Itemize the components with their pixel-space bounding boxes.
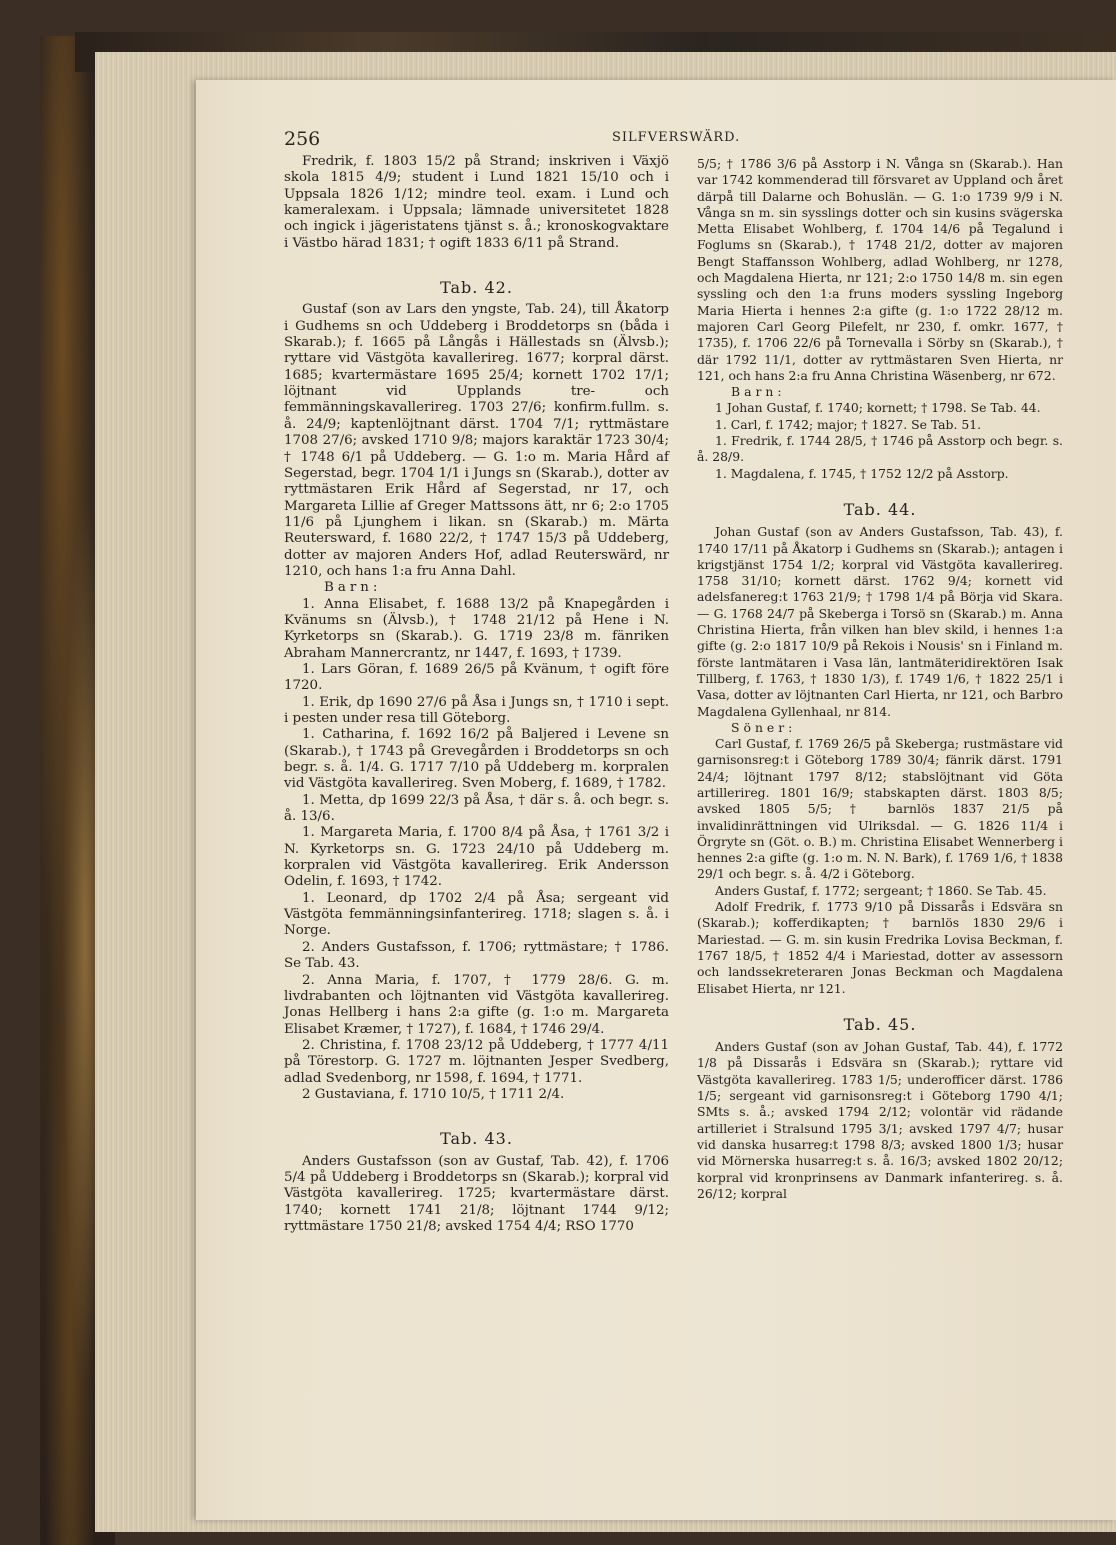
- son-entry: Anders Gustaf, f. 1772; sergeant; † 1860. Se Tab. 45.: [715, 882, 1047, 898]
- child-entry: 1 Johan Gustaf, f. 1740; kornett; † 1798. Se Tab. 44.: [715, 400, 1041, 416]
- running-title: SILFVERSWÄRD.: [612, 130, 741, 145]
- child-entry: 2 Gustaviana, f. 1710 10/5, † 1711 2/4.: [302, 1086, 565, 1102]
- entry-paragraph: 5/5; † 1786 3/6 på Asstorp i N. Vånga sn (Skarab.). Han var 1742 kommenderad till försvaret av Uppland och året därpå till Dalarne och Bohuslän. — G. 1:o 1739 9/9 i N. Vånga sn m. sin sysslings dotter och sin kusins svägerska Metta Elisabet Wohlberg, f. 1704 14/6 på Tegalund i Foglums sn (Skarab.), † 1748 21/2, dotter av majoren Bengt Staffansson Wohlberg, adlad Wohlberg, nr 1278, och Magdalena Hierta, nr 121; 2:o 1750 14/8 m. sin egen syssling och den 1:a fruns moders syssling Ingeborg Maria Hierta i hennes 2:a gifte (g. 1:o 1722 28/12 m. majoren Carl Georg Pilefelt, nr 230, f. omkr. 1677, † 1735), f. 1706 22/6 på Tornevalla i Sörby sn (Skarab.), † där 1792 11/1, dotter av ryttmästaren Sven Hierta, nr 121, och hans 2:a fru Anna Christina Wäsenberg, nr 672.: [697, 156, 1063, 383]
- section-heading: Tab. 45.: [843, 1014, 917, 1034]
- child-entry: 1. Carl, f. 1742; major; † 1827. Se Tab. 51.: [715, 416, 982, 432]
- child-entry: 1. Anna Elisabet, f. 1688 13/2 på Knapegården i Kvänums sn (Älvsb.), † 1748 21/12 på Hene i N. Kyrketorps sn (Skarab.). G. 1719 23/8 m. fänriken Abraham Mannercrantz, nr 1447, f. 1693, † 1739.: [284, 596, 669, 661]
- children-heading: Barn:: [731, 384, 786, 400]
- entry-paragraph: Anders Gustaf (son av Johan Gustaf, Tab. 44), f. 1772 1/8 på Dissarås i Edsvära sn (Skarab.); ryttare vid Västgöta kavallerireg. 1783 1/5; underofficer därst. 1786 1/5; sergeant vid garnisonsreg:t i Göteborg 1790 4/1; SMts s. å.; avsked 1794 2/12; volontär vid rädande artilleriet i Stralsund 1795 3/1; avsked 1797 4/7; husar vid danska husarreg:t 1798 8/3; avsked 1800 1/3; husar vid Mörnerska husarreg:t s. å. 16/3; avsked 1802 20/12; korpral vid kronprinsens av Danmark infanterireg. s. å. 26/12; korpral: [697, 1039, 1063, 1201]
- child-entry: 1. Metta, dp 1699 22/3 på Åsa, † där s. å. och begr. s. å. 13/6.: [284, 792, 669, 825]
- child-entry: 2. Anders Gustafsson, f. 1706; ryttmästare; † 1786. Se Tab. 43.: [284, 939, 669, 972]
- left-column: [284, 154, 669, 1235]
- section-heading: Tab. 42.: [440, 278, 513, 298]
- entry-paragraph: Gustaf (son av Lars den yngste, Tab. 24), till Åkatorp i Gudhems sn och Uddeberg i Broddetorps sn (båda i Skarab.); f. 1665 på Långås i Hällestads sn (Älvsb.); ryttare vid Västgöta kavallerireg. 1677; korpral därst. 1685; kvartermästare 1695 25/4; kornett 1702 17/1; löjtnant vid Upplands tre- och femmänningskavallerireg. 1703 27/6; konfirm.fullm. s. å. 24/9; kaptenlöjtnant därst. 1704 7/1; ryttmästare 1708 27/6; avsked 1710 9/8; majors karaktär 1723 30/4; † 1748 6/1 på Uddeberg. — G. 1:o m. Maria Hård af Segerstad, begr. 1704 1/1 i Jungs sn (Skarab.), dotter av ryttmästaren Erik Hård af Segerstad, nr 17, och Margareta Lillie af Greger Mattssons ätt, nr 6; 2:o 1705 11/6 på Ljunghem i likan. sn (Skarab.) m. Märta Reutersward, f. 1680 22/2, † 1747 15/3 på Uddeberg, dotter av majoren Anders Hof, adlad Reuterswärd, nr 1210, och hans 1:a fru Anna Dahl.: [284, 302, 669, 579]
- section-heading: Tab. 43.: [440, 1129, 513, 1149]
- entry-paragraph: Fredrik, f. 1803 15/2 på Strand; inskriven i Växjö skola 1815 4/9; student i Lund 1821 15/10 och i Uppsala 1826 1/12; mindre teol. exam. i Lund och kameralexam. i Uppsala; lämnade universitetet 1828 och ingick i jägeristatens tjänst s. å.; kronoskogvaktare i Västbo härad 1831; † ogift 1833 6/11 på Strand.: [284, 154, 669, 251]
- child-entry: 1. Magdalena, f. 1745, † 1752 12/2 på Asstorp.: [715, 465, 1009, 481]
- child-entry: 1. Margareta Maria, f. 1700 8/4 på Åsa, † 1761 3/2 i N. Kyrketorps sn. G. 1723 24/10 på Uddeberg m. korpralen vid Västgöta kavallerireg. Erik Andersson Odelin, f. 1693, † 1742.: [284, 825, 669, 890]
- child-entry: 2. Anna Maria, f. 1707, † 1779 28/6. G. m. livdrabanten och löjtnanten vid Västgöta kavallerireg. Jonas Hellberg i hans 2:a gifte (g. 1:o m. Margareta Elisabet Kræmer, † 1727), f. 1684, † 1746 29/4.: [284, 972, 669, 1037]
- child-entry: 1. Lars Göran, f. 1689 26/5 på Kvänum, † ogift före 1720.: [284, 661, 669, 694]
- children-heading: Barn:: [324, 580, 382, 596]
- entry-paragraph: Johan Gustaf (son av Anders Gustafsson, Tab. 43), f. 1740 17/11 på Åkatorp i Gudhems sn (Skarab.); antagen i krigstjänst 1754 1/2; korpral vid Västgöta kavallerireg. 1758 31/10; kornett därst. 1762 9/4; kornett vid adelsfanereg:t 1763 21/9; † 1798 1/4 på Börja vid Skara. — G. 1768 24/7 på Skeberga i Torsö sn (Skarab.) m. Anna Christina Hierta, från vilken han blev skild, i hennes 1:a gifte (g. 2:o 1817 10/9 på Rekois i Nousis' sn i Finland m. förste lantmätaren i Vasa län, lantmäteridirektören Isak Tillberg, f. 1763, † 1830 1/3), f. 1749 1/6, † 1822 25/1 i Vasa, dotter av löjtnanten Carl Hierta, nr 121, och Barbro Magdalena Gyllenhaal, nr 814.: [697, 524, 1063, 719]
- page-number: 256: [284, 128, 321, 150]
- child-entry: 1. Fredrik, f. 1744 28/5, † 1746 på Asstorp och begr. s. å. 28/9.: [697, 433, 1063, 465]
- child-entry: 2. Christina, f. 1708 23/12 på Uddeberg, † 1777 4/11 på Törestorp. G. 1727 m. löjtnanten Jesper Svedberg, adlad Svedenborg, nr 1598, f. 1694, † 1771.: [284, 1037, 669, 1086]
- child-entry: 1. Erik, dp 1690 27/6 på Åsa i Jungs sn, † 1710 i sept. i pesten under resa till Göteborg.: [284, 694, 669, 726]
- right-column: [697, 156, 1063, 1202]
- sons-heading: Söner:: [731, 719, 797, 735]
- section-heading: Tab. 44.: [843, 499, 917, 519]
- child-entry: 1. Catharina, f. 1692 16/2 på Baljered i Levene sn (Skarab.), † 1743 på Grevegården i Broddetorps sn och begr. s. å. 1/4. G. 1717 7/10 på Uddeberg m. korpralen vid Västgöta kavallerireg. Sven Moberg, f. 1689, † 1782.: [284, 727, 669, 792]
- son-entry: Adolf Fredrik, f. 1773 9/10 på Dissarås i Edsvära sn (Skarab.); kofferdikapten; † barnlös 1830 29/6 i Mariestad. — G. m. sin kusin Fredrika Lovisa Beckman, f. 1767 18/5, † 1852 4/4 i Mariestad, dotter av assessorn och landssekreteraren Jonas Beckman och Magdalena Elisabet Hierta, nr 121.: [697, 899, 1063, 996]
- son-entry: Carl Gustaf, f. 1769 26/5 på Skeberga; rustmästare vid garnisonsreg:t i Göteborg 1789 30/4; fänrik därst. 1791 24/4; löjtnant 1797 8/12; stabslöjtnant vid Göta artillerireg. 1801 16/9; stabskapten därst. 1803 8/5; avsked 1805 5/5; † barnlös 1837 21/5 på invalidinrättningen vid Ulriksdal. — G. 1826 11/4 i Örgryte sn (Göt. o. B.) m. Christina Elisabet Wennerberg i hennes 2:a gifte (g. 1:o m. N. N. Bark), f. 1769 1/6, † 1838 29/1 och begr. s. å. 4/2 i Göteborg.: [697, 736, 1063, 882]
- entry-paragraph: Anders Gustafsson (son av Gustaf, Tab. 42), f. 1706 5/4 på Uddeberg i Broddetorps sn (Skarab.); korpral vid Västgöta kavallerireg. 1725; kvartermästare därst. 1740; kornett 1741 21/8; löjtnant 1744 9/12; ryttmästare 1750 21/8; avsked 1754 4/4; RSO 1770: [284, 1153, 669, 1234]
- child-entry: 1. Leonard, dp 1702 2/4 på Åsa; sergeant vid Västgöta femmänningsinfanterireg. 1718; slagen s. å. i Norge.: [284, 890, 669, 939]
